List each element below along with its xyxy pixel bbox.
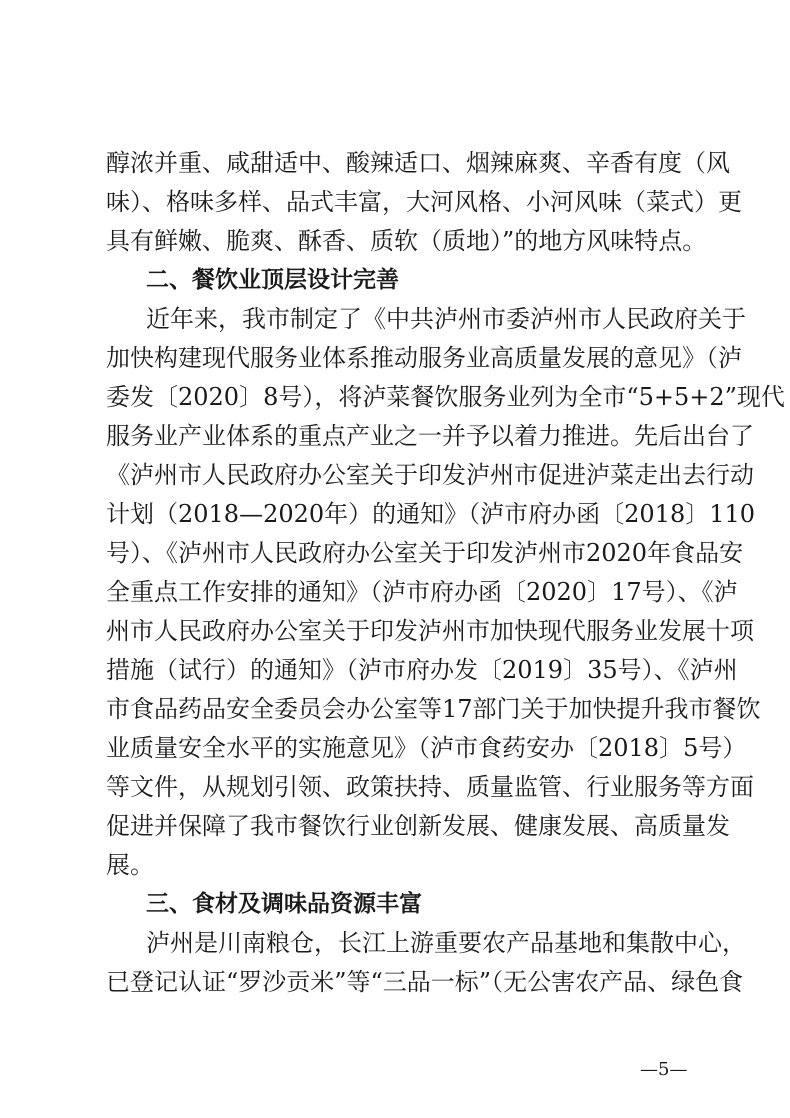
text-line: 味）、格味多样、品式丰富，大河风格、小河风味（菜式）更 [106, 188, 742, 216]
text-line: 《泸州市人民政府办公室关于印发泸州市促进泸菜走出去行动 [106, 461, 754, 489]
text-line: 委发〔2020〕8号），将泸菜餐饮服务业列为全市“5+5+2”现代 [106, 383, 785, 411]
text-line: 促进并保障了我市餐饮行业创新发展、健康发展、高质量发 [106, 812, 730, 840]
text-line: 州市人民政府办公室关于印发泸州市加快现代服务业发展十项 [106, 617, 754, 645]
text-line: 展。 [106, 851, 154, 879]
text-line: 全重点工作安排的通知》（泸市府办函〔2020〕17号）、《泸 [106, 578, 738, 606]
text-line: 等文件，从规划引领、政策扶持、质量监管、行业服务等方面 [106, 773, 754, 801]
text-line: 计划（2018—2020年）的通知》（泸市府办函〔2018〕110 [106, 500, 756, 528]
text-line: 服务业产业体系的重点产业之一并予以着力推进。先后出台了 [106, 422, 754, 450]
text-line: 近年来，我市制定了《中共泸州市委泸州市人民政府关于 [146, 305, 746, 333]
text-line: 措施（试行）的通知》（泸市府办发〔2019〕35号）、《泸州 [106, 656, 738, 684]
section-heading: 二、餐饮业顶层设计完善 [146, 267, 399, 293]
text-line: 具有鲜嫩、脆爽、酥香、质软（质地）”的地方风味特点。 [106, 227, 707, 255]
text-line: 泸州是川南粮仓，长江上游重要农产品基地和集散中心， [146, 929, 746, 957]
text-line: 业质量安全水平的实施意见》（泸市食药安办〔2018〕5号） [106, 734, 747, 762]
page-number: —5— [640, 1059, 688, 1080]
text-line: 加快构建现代服务业体系推动服务业高质量发展的意见》（泸 [106, 344, 742, 372]
text-line: 市食品药品安全委员会办公室等17部门关于加快提升我市餐饮 [106, 695, 761, 723]
text-line: 已登记认证“罗沙贡米”等“三品一标”（无公害农产品、绿色食 [106, 968, 744, 996]
section-heading: 三、食材及调味品资源丰富 [146, 891, 422, 917]
text-line: 醇浓并重、咸甜适中、酸辣适口、烟辣麻爽、辛香有度（风 [106, 149, 730, 177]
text-line: 号）、《泸州市人民政府办公室关于印发泸州市2020年食品安 [106, 539, 744, 567]
